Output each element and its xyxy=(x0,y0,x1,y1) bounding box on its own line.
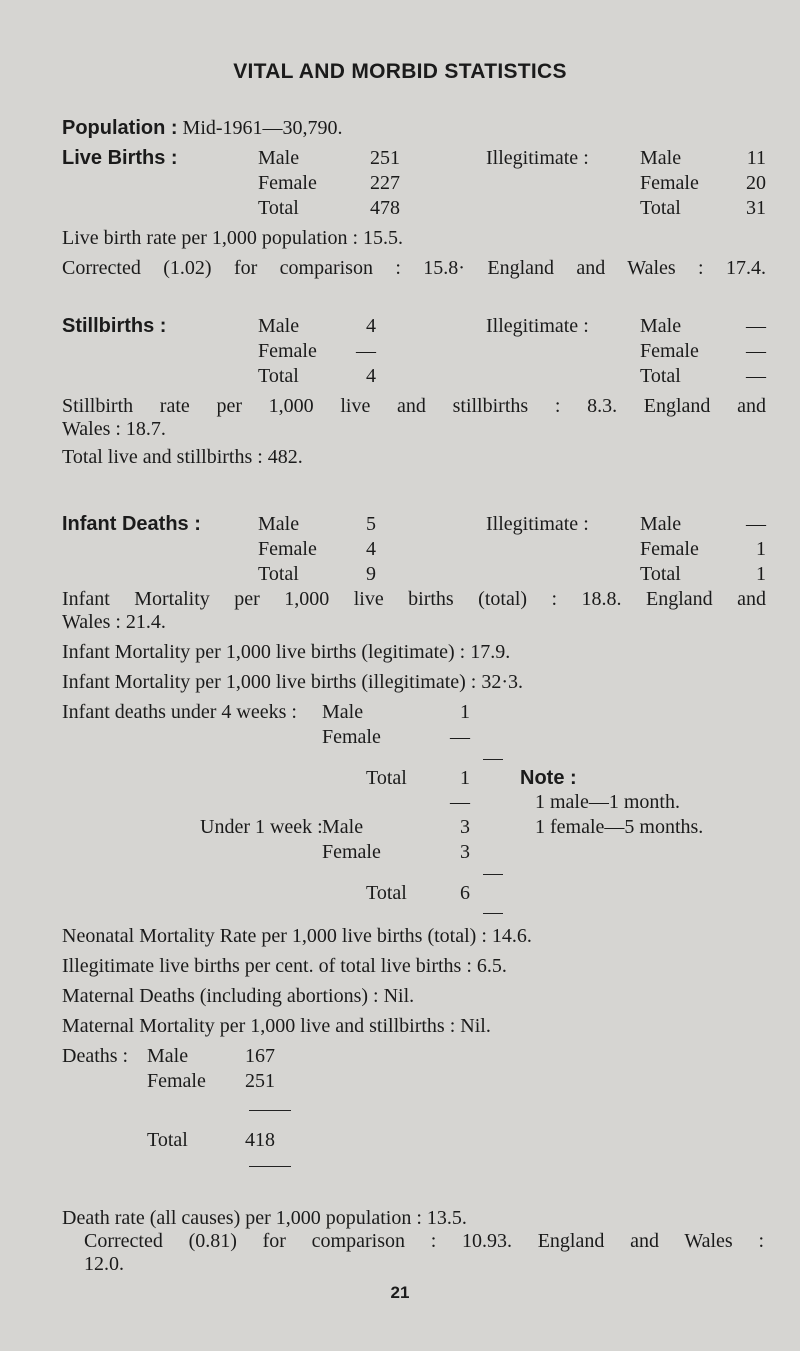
sb-illeg-female-value: — xyxy=(746,340,766,362)
u1-male-label: Male xyxy=(322,816,364,838)
lb-illeg-total-label: Total xyxy=(640,197,681,219)
u4-total-dash: — xyxy=(450,791,470,813)
u1-female-value: 3 xyxy=(460,841,470,863)
live-birth-corrected-rate: Corrected (1.02) for comparison : 15.8· England and Wales : 17.4. xyxy=(62,257,766,279)
neonatal-mortality-rate: Neonatal Mortality Rate per 1,000 live births (total) : 14.6. xyxy=(62,925,532,947)
sb-illeg-female-label: Female xyxy=(640,340,699,362)
u1-total-rule xyxy=(483,913,503,914)
under-1-week-label: Under 1 week : xyxy=(200,816,323,838)
u1-total-label: Total xyxy=(366,882,407,904)
total-live-and-stillbirths: Total live and stillbirths : 482. xyxy=(62,446,303,468)
sb-female-value: — xyxy=(356,340,376,362)
id-illegitimate-label: Illegitimate : xyxy=(486,513,589,535)
sb-male-label: Male xyxy=(258,315,300,337)
live-births-label: Live Births : xyxy=(62,147,178,169)
page-title: VITAL AND MORBID STATISTICS xyxy=(233,60,567,83)
id-illeg-female-label: Female xyxy=(640,538,699,560)
lb-female-value: 227 xyxy=(370,172,400,194)
lb-illeg-total-value: 31 xyxy=(746,197,766,219)
deaths-female-label: Female xyxy=(147,1070,206,1092)
u4-female-label: Female xyxy=(322,726,381,748)
sb-total-value: 4 xyxy=(366,365,376,387)
page-number: 21 xyxy=(390,1283,410,1302)
under-4-weeks-label: Infant deaths under 4 weeks : xyxy=(62,701,297,723)
lb-male-value: 251 xyxy=(370,147,400,169)
note-label: Note : xyxy=(520,767,577,789)
u1-total-value: 6 xyxy=(460,882,470,904)
lb-total-value: 478 xyxy=(370,197,400,219)
id-male-value: 5 xyxy=(366,513,376,535)
population-line xyxy=(62,116,343,140)
population-label: Population : xyxy=(62,117,178,139)
note-line-1: 1 male—1 month. xyxy=(535,791,680,813)
u4-subtotal-rule xyxy=(483,759,503,760)
sb-total-label: Total xyxy=(258,365,299,387)
deaths-male-value: 167 xyxy=(245,1045,275,1067)
sb-illeg-total-label: Total xyxy=(640,365,681,387)
u4-female-value: — xyxy=(450,726,470,748)
id-illeg-total-value: 1 xyxy=(756,563,766,585)
infant-deaths-label: Infant Deaths : xyxy=(62,513,201,535)
sb-illeg-total-value: — xyxy=(746,365,766,387)
id-female-label: Female xyxy=(258,538,317,560)
lb-total-label: Total xyxy=(258,197,299,219)
deaths-subtotal-rule xyxy=(249,1110,291,1111)
u1-male-value: 3 xyxy=(460,816,470,838)
lb-illeg-female-value: 20 xyxy=(746,172,766,194)
id-illeg-male-value: — xyxy=(746,513,766,535)
population-value: Mid-1961—30,790. xyxy=(182,117,343,139)
live-birth-rate: Live birth rate per 1,000 population : 15.5. xyxy=(62,227,404,249)
id-total-label: Total xyxy=(258,563,299,585)
death-rate-line-3: 12.0. xyxy=(84,1253,124,1275)
deaths-male-label: Male xyxy=(147,1045,189,1067)
lb-illeg-male-label: Male xyxy=(640,147,682,169)
lb-female-label: Female xyxy=(258,172,317,194)
u1-subtotal-rule xyxy=(483,874,503,875)
note-line-2: 1 female—5 months. xyxy=(535,816,704,838)
infant-mortality-line-2: Wales : 21.4. xyxy=(62,611,166,633)
infant-mortality-illegitimate: Infant Mortality per 1,000 live births (illegitimate) : 32·3. xyxy=(62,671,524,693)
sb-illegitimate-label: Illegitimate : xyxy=(486,315,589,337)
deaths-total-label: Total xyxy=(147,1129,188,1151)
u4-male-label: Male xyxy=(322,701,364,723)
stillbirth-rate-line-2: Wales : 18.7. xyxy=(62,418,166,440)
u4-total-value: 1 xyxy=(460,767,470,789)
lb-illeg-female-label: Female xyxy=(640,172,699,194)
stillbirth-rate-line-1: Stillbirth rate per 1,000 live and stillbirths : 8.3. England and xyxy=(62,395,766,417)
maternal-deaths: Maternal Deaths (including abortions) : Nil. xyxy=(62,985,415,1007)
id-total-value: 9 xyxy=(366,563,376,585)
sb-female-label: Female xyxy=(258,340,317,362)
stillbirths-label: Stillbirths : xyxy=(62,315,167,337)
death-rate-line-1: Death rate (all causes) per 1,000 population : 13.5. xyxy=(62,1207,467,1229)
sb-illeg-male-label: Male xyxy=(640,315,682,337)
sb-male-value: 4 xyxy=(366,315,376,337)
id-illeg-total-label: Total xyxy=(640,563,681,585)
death-rate-line-2: Corrected (0.81) for comparison : 10.93. England and Wales : xyxy=(84,1230,764,1252)
maternal-mortality: Maternal Mortality per 1,000 live and stillbirths : Nil. xyxy=(62,1015,491,1037)
id-female-value: 4 xyxy=(366,538,376,560)
infant-mortality-legitimate: Infant Mortality per 1,000 live births (legitimate) : 17.9. xyxy=(62,641,511,663)
u4-male-value: 1 xyxy=(460,701,470,723)
illegitimate-births-percent: Illegitimate live births per cent. of total live births : 6.5. xyxy=(62,955,507,977)
id-male-label: Male xyxy=(258,513,300,535)
lb-illeg-male-value: 11 xyxy=(746,147,766,169)
u4-total-label: Total xyxy=(366,767,407,789)
lb-male-label: Male xyxy=(258,147,300,169)
deaths-total-value: 418 xyxy=(245,1129,275,1151)
deaths-total-rule xyxy=(249,1166,291,1167)
id-illeg-male-label: Male xyxy=(640,513,682,535)
deaths-label: Deaths : xyxy=(62,1045,129,1067)
id-illeg-female-value: 1 xyxy=(756,538,766,560)
lb-illegitimate-label: Illegitimate : xyxy=(486,147,589,169)
sb-illeg-male-value: — xyxy=(746,315,766,337)
u1-female-label: Female xyxy=(322,841,381,863)
deaths-female-value: 251 xyxy=(245,1070,275,1092)
infant-mortality-line-1: Infant Mortality per 1,000 live births (total) : 18.8. England and xyxy=(62,588,766,610)
